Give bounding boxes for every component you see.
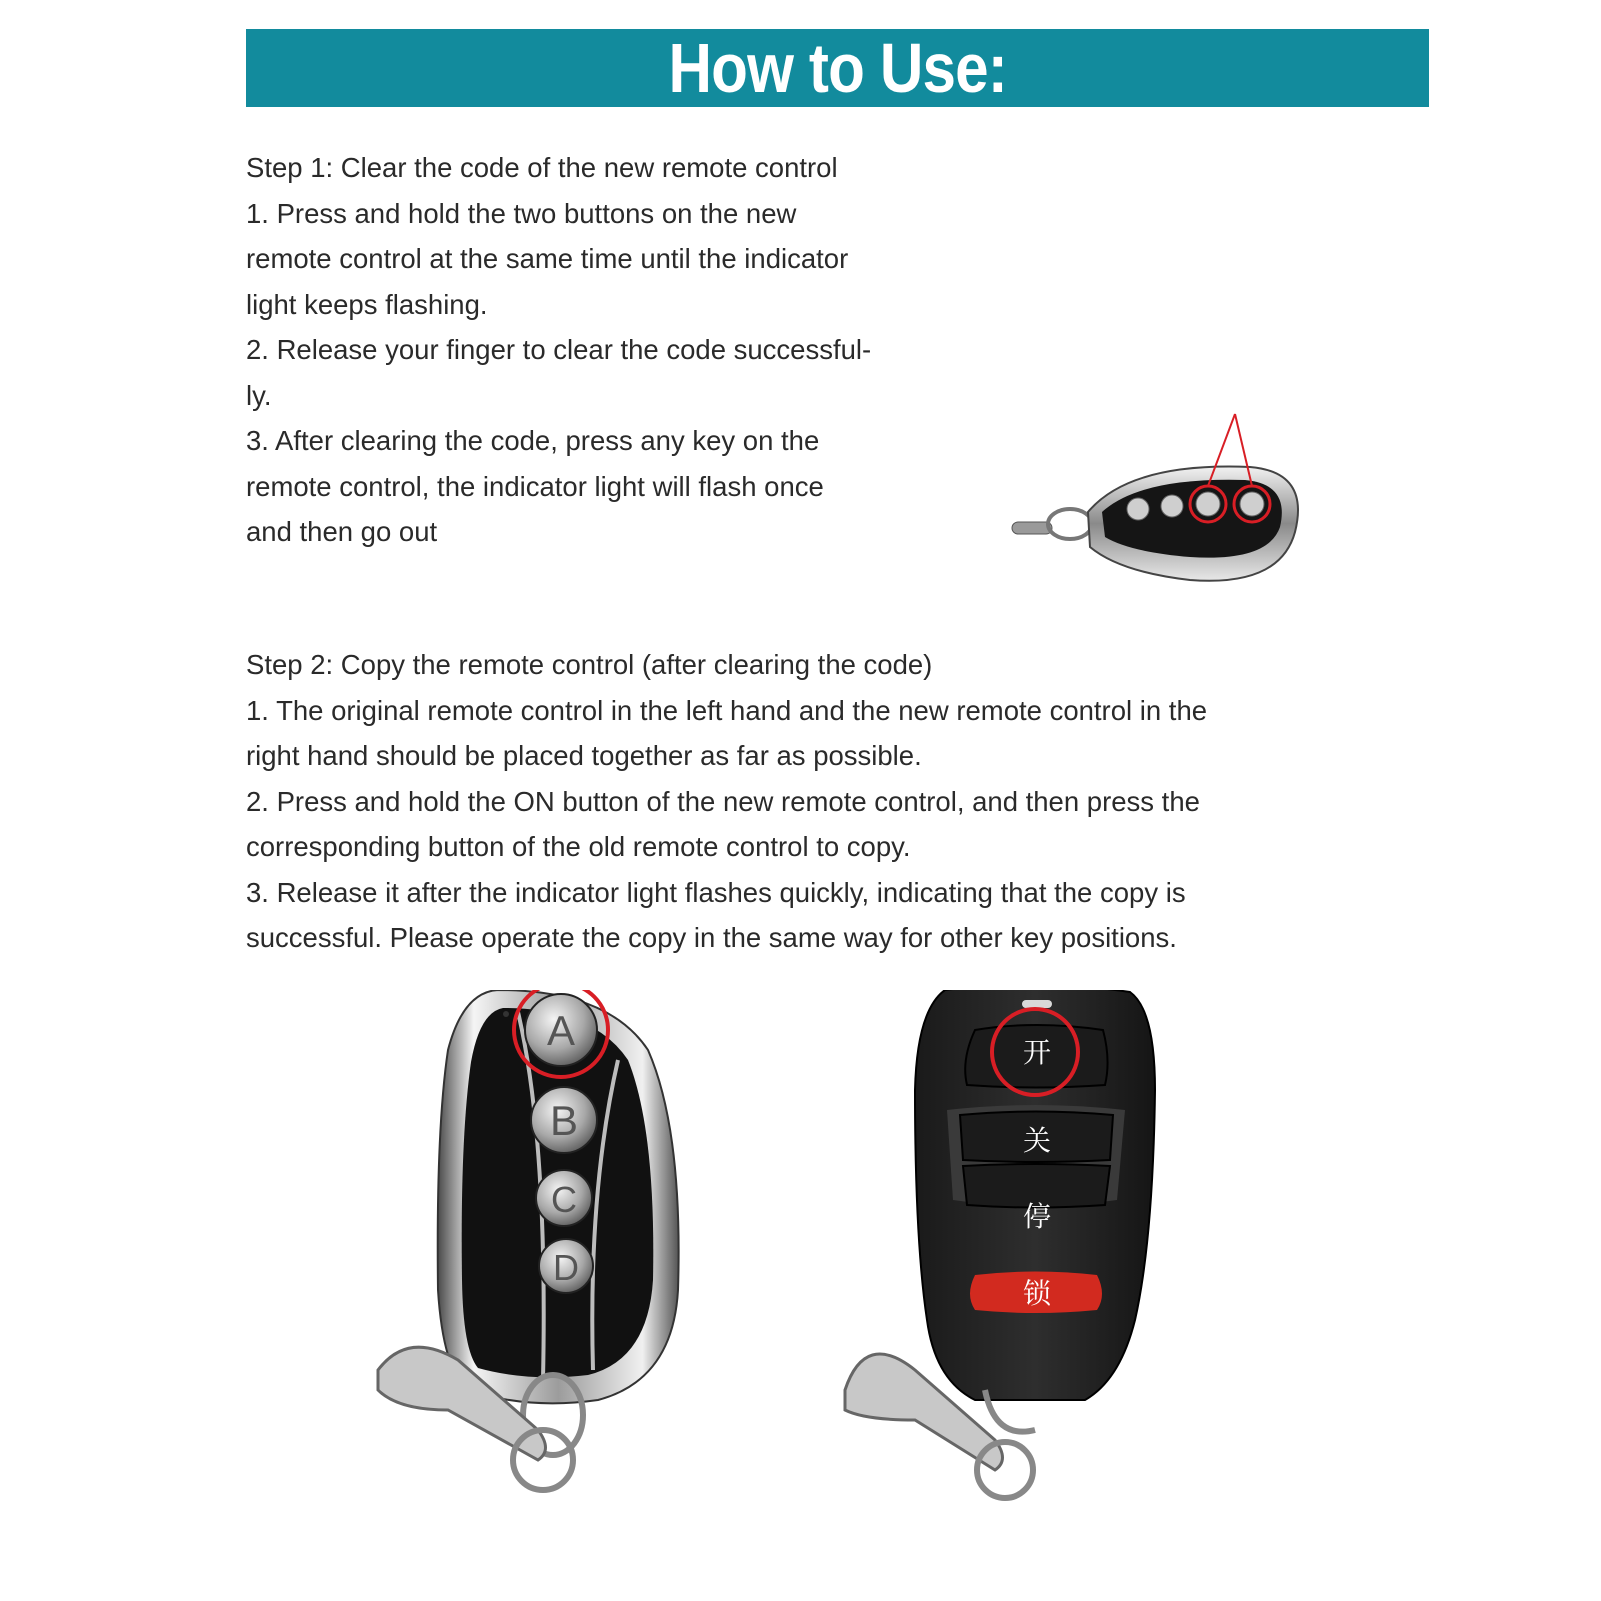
button-c — [536, 1170, 592, 1226]
step1-line: ly. — [246, 379, 272, 411]
step1-line: 2. Release your finger to clear the code successful- — [246, 334, 872, 365]
button-lock-label: 锁 — [1022, 1277, 1052, 1310]
step2-heading: Step 2: Copy the remote control (after clearing the code) — [246, 649, 933, 680]
button-a-label: A — [546, 1007, 576, 1054]
step2-line: successful. Please operate the copy in the same way for other key positions. — [246, 922, 1177, 953]
button-b-label: B — [549, 1097, 579, 1144]
step2-line: 1. The original remote control in the left hand and the new remote control in the — [246, 694, 1208, 726]
button-open — [965, 1025, 1107, 1088]
step1-instructions — [246, 145, 871, 555]
step1-line: remote control, the indicator light will flash once — [246, 470, 824, 502]
button-b — [531, 1087, 597, 1153]
indicator-light-icon — [503, 1011, 509, 1017]
button-c-label: C — [551, 1179, 577, 1220]
button-lock — [970, 1272, 1102, 1314]
title-banner — [246, 29, 1429, 107]
step1-heading: Step 1: Clear the code of the new remote control — [246, 152, 838, 183]
step2-line: corresponding button of the old remote control to copy. — [246, 831, 911, 862]
step2-line: 2. Press and hold the ON button of the new remote control, and then press the — [246, 785, 1200, 817]
step1-line: light keeps flashing. — [246, 288, 488, 320]
button-close — [960, 1112, 1113, 1163]
button-d-label: D — [553, 1247, 579, 1288]
step1-line: and then go out — [246, 516, 438, 547]
original-remote-photo — [338, 990, 718, 1550]
new-remote-photo — [835, 990, 1215, 1550]
button-close-label: 关 — [1022, 1124, 1052, 1157]
button-stop-label: 停 — [1022, 1200, 1052, 1233]
page-title: How to Use: — [668, 29, 1007, 107]
step1-line: 1. Press and hold the two buttons on the new — [246, 197, 797, 229]
step1-line: 3. After clearing the code, press any key on the — [246, 425, 820, 456]
step2-line: right hand should be placed together as far as possible. — [246, 740, 922, 771]
button-open-label: 开 — [1022, 1036, 1052, 1069]
button-a — [525, 994, 597, 1066]
indicator-light-icon — [1022, 1000, 1052, 1008]
step2-instructions — [246, 642, 1207, 961]
keyring-icon — [1012, 509, 1092, 539]
step1-line: remote control at the same time until the indicator — [246, 243, 849, 274]
remote-clear-illustration — [1010, 412, 1310, 602]
step2-line: 3. Release it after the indicator light flashes quickly, indicating that the copy is — [246, 876, 1186, 908]
button-d — [539, 1239, 593, 1293]
